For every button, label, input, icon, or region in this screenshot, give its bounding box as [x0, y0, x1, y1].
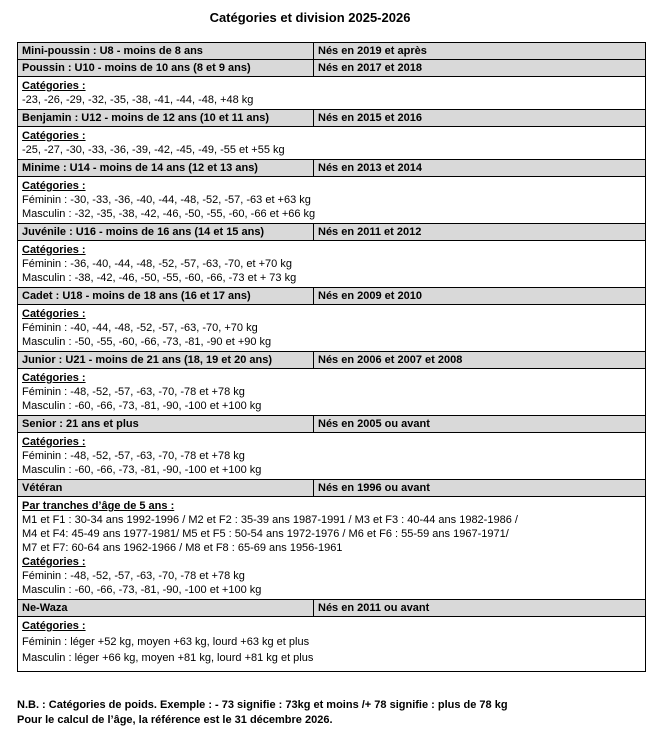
weight-list-feminin: Féminin : -40, -44, -48, -52, -57, -63, -70, +70 kg	[22, 322, 258, 334]
weight-categories	[18, 617, 646, 672]
weight-categories	[18, 241, 646, 288]
categories-heading: Catégories :	[22, 556, 86, 568]
category-label: Vétéran	[18, 480, 314, 497]
table-row	[18, 369, 646, 416]
weight-list-masculin: Masculin : -32, -35, -38, -42, -46, -50, -55, -60, -66 et +66 kg	[22, 208, 316, 220]
page-title: Catégories et division 2025-2026	[209, 10, 411, 25]
age-tranche-line: M1 et F1 : 30-34 ans 1992-1996 / M2 et F2 : 35-39 ans 1987-1991 / M3 et F3 : 40-44 ans 1982-1986 /	[22, 514, 518, 526]
weight-categories	[18, 305, 646, 352]
category-label: Juvénile : U16 - moins de 16 ans (14 et 15 ans)	[18, 224, 314, 241]
weight-list: -23, -26, -29, -32, -35, -38, -41, -44, -48, +48 kg	[22, 94, 254, 106]
table-row	[18, 600, 646, 617]
weight-list-feminin: Féminin : -48, -52, -57, -63, -70, -78 et +78 kg	[22, 386, 245, 398]
weight-list: -25, -27, -30, -33, -36, -39, -42, -45, -49, -55 et +55 kg	[22, 144, 285, 156]
weight-list-masculin: Masculin : -50, -55, -60, -66, -73, -81, -90 et +90 kg	[22, 336, 272, 348]
table-row	[18, 305, 646, 352]
table-row	[18, 224, 646, 241]
table-row	[18, 352, 646, 369]
birth-years: Nés en 2015 et 2016	[314, 110, 646, 127]
birth-years: Nés en 2005 ou avant	[314, 416, 646, 433]
weight-list-masculin: Masculin : -60, -66, -73, -81, -90, -100 et +100 kg	[22, 464, 262, 476]
categories-heading: Catégories :	[22, 244, 86, 256]
age-reference-note: Pour le calcul de l’âge, la référence est le 31 décembre 2026.	[17, 714, 333, 726]
weight-list-masculin: Masculin : -38, -42, -46, -50, -55, -60, -66, -73 et + 73 kg	[22, 272, 297, 284]
weight-categories	[18, 433, 646, 480]
age-tranche-line: M7 et F7: 60-64 ans 1962-1966 / M8 et F8 : 65-69 ans 1956-1961	[22, 542, 343, 554]
age-tranches-heading: Par tranches d’âge de 5 ans :	[22, 500, 175, 512]
table-row	[18, 433, 646, 480]
table-row	[18, 177, 646, 224]
categories-heading: Catégories :	[22, 180, 86, 192]
categories-table	[17, 42, 646, 672]
weight-list-masculin: Masculin : -60, -66, -73, -81, -90, -100 et +100 kg	[22, 400, 262, 412]
table-row	[18, 60, 646, 77]
weight-list-feminin: Féminin : -48, -52, -57, -63, -70, -78 et +78 kg	[22, 450, 245, 462]
category-label: Senior : 21 ans et plus	[18, 416, 314, 433]
categories-heading: Catégories :	[22, 130, 86, 142]
birth-years: Nés en 2006 et 2007 et 2008	[314, 352, 646, 369]
weight-list-feminin: Féminin : -30, -33, -36, -40, -44, -48, -52, -57, -63 et +63 kg	[22, 194, 311, 206]
weight-categories	[18, 497, 646, 600]
table-row	[18, 43, 646, 60]
categories-heading: Catégories :	[22, 620, 86, 632]
category-label: Mini-poussin : U8 - moins de 8 ans	[18, 43, 314, 60]
category-label: Benjamin : U12 - moins de 12 ans (10 et 11 ans)	[18, 110, 314, 127]
weight-list-feminin: Féminin : -48, -52, -57, -63, -70, -78 et +78 kg	[22, 570, 245, 582]
weight-note: N.B. : Catégories de poids. Exemple : - 73 signifie : 73kg et moins /+ 78 signifie : plus de 78 kg	[17, 699, 508, 711]
categories-heading: Catégories :	[22, 80, 86, 92]
birth-years: Nés en 2011 et 2012	[314, 224, 646, 241]
weight-list-masculin: Masculin : -60, -66, -73, -81, -90, -100 et +100 kg	[22, 584, 262, 596]
weight-categories	[18, 177, 646, 224]
table-row	[18, 497, 646, 600]
categories-heading: Catégories :	[22, 372, 86, 384]
birth-years: Nés en 2019 et après	[314, 43, 646, 60]
table-row	[18, 110, 646, 127]
footnotes	[17, 698, 645, 728]
table-row	[18, 416, 646, 433]
category-label: Minime : U14 - moins de 14 ans (12 et 13 ans)	[18, 160, 314, 177]
categories-heading: Catégories :	[22, 308, 86, 320]
category-label: Junior : U21 - moins de 21 ans (18, 19 et 20 ans)	[18, 352, 314, 369]
weight-list-feminin: Féminin : léger +52 kg, moyen +63 kg, lourd +63 kg et plus	[22, 636, 310, 648]
age-tranche-line: M4 et F4: 45-49 ans 1977-1981/ M5 et F5 : 50-54 ans 1972-1976 / M6 et F6 : 55-59 ans 1967-1971/	[22, 528, 509, 540]
birth-years: Nés en 2011 ou avant	[314, 600, 646, 617]
table-row	[18, 127, 646, 160]
weight-categories	[18, 77, 646, 110]
weight-categories	[18, 369, 646, 416]
table-row	[18, 77, 646, 110]
table-row	[18, 617, 646, 672]
birth-years: Nés en 1996 ou avant	[314, 480, 646, 497]
birth-years: Nés en 2013 et 2014	[314, 160, 646, 177]
weight-categories	[18, 127, 646, 160]
birth-years: Nés en 2017 et 2018	[314, 60, 646, 77]
table-row	[18, 480, 646, 497]
table-row	[18, 160, 646, 177]
category-label: Poussin : U10 - moins de 10 ans (8 et 9 ans)	[18, 60, 314, 77]
categories-heading: Catégories :	[22, 436, 86, 448]
table-row	[18, 288, 646, 305]
category-label: Ne-Waza	[18, 600, 314, 617]
weight-list-masculin: Masculin : léger +66 kg, moyen +81 kg, lourd +81 kg et plus	[22, 652, 314, 664]
weight-list-feminin: Féminin : -36, -40, -44, -48, -52, -57, -63, -70, et +70 kg	[22, 258, 292, 270]
table-row	[18, 241, 646, 288]
birth-years: Nés en 2009 et 2010	[314, 288, 646, 305]
category-label: Cadet : U18 - moins de 18 ans (16 et 17 ans)	[18, 288, 314, 305]
